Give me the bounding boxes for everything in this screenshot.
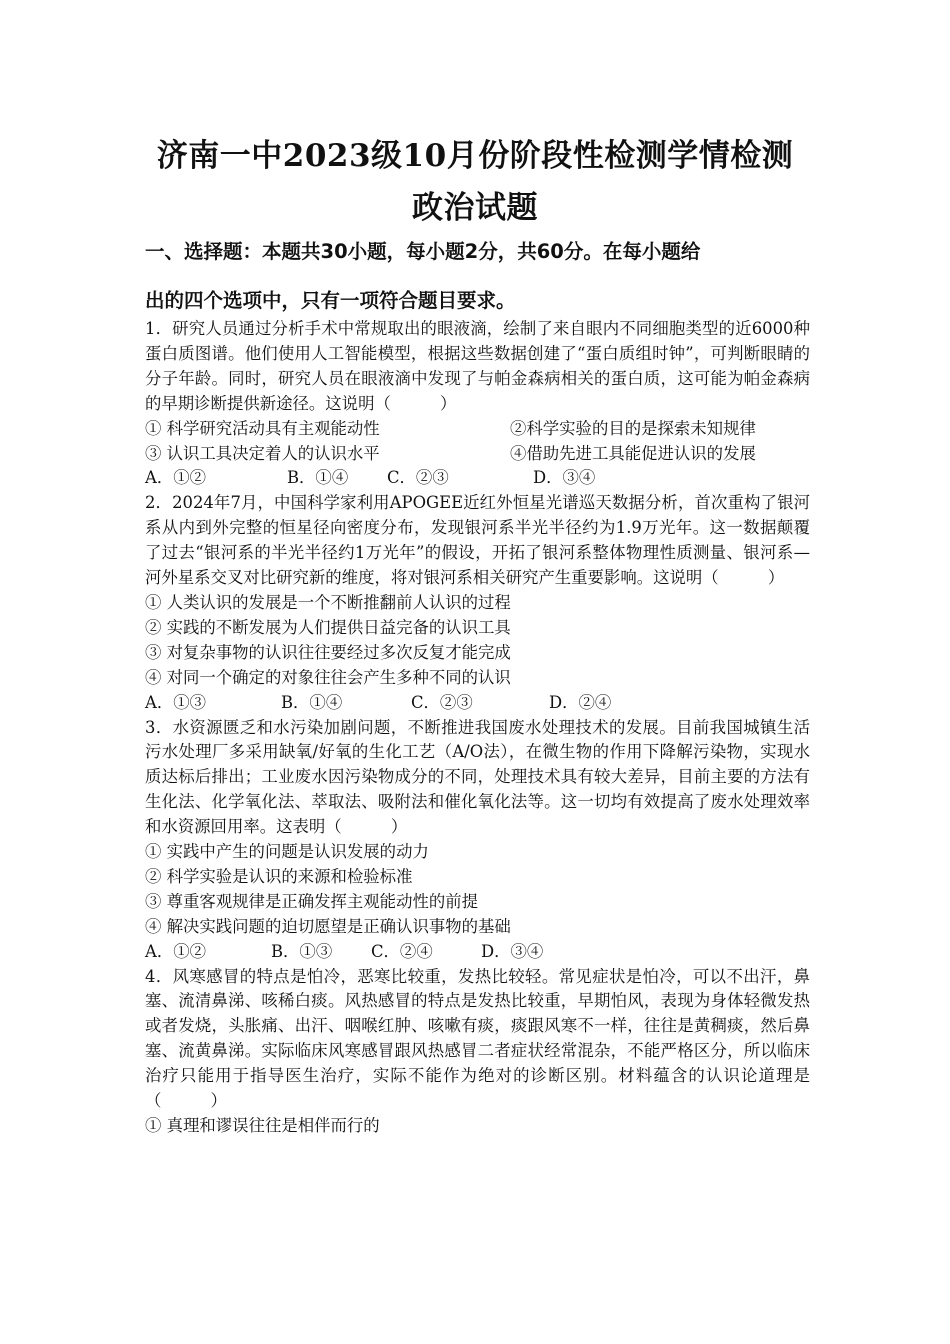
- question-1-option-2: ②科学实验的目的是探索未知规律: [510, 418, 756, 438]
- section-heading-line1: 一、选择题：本题共30小题，每小题2分，共60分。在每小题给: [145, 240, 701, 263]
- section-heading-line2: 出的四个选项中，只有一项符合题目要求。: [145, 289, 516, 312]
- question-2-option-3: ③ 对复杂事物的认识往往要经过多次反复才能完成: [145, 642, 511, 662]
- question-3-answer-b: B．①③: [271, 941, 333, 961]
- question-3-answers: [145, 940, 810, 965]
- question-2-answer-a: A．①③: [145, 692, 207, 712]
- question-3-answer-c: C．②④: [371, 941, 433, 961]
- question-1-stem: 1．研究人员通过分析手术中常规取出的眼液滴，绘制了来自眼内不同细胞类型的近6000种蛋白质图谱。他们使用人工智能模型，根据这些数据创建了“蛋白质组时钟”，可判断眼睛的分子年龄。同时，研究人员在眼液滴中发现了与帕金森病相关的蛋白质，这可能为帕金森病的早期诊断提供新途径。这说明（ ）: [145, 319, 810, 413]
- question-4-stem: 4．风寒感冒的特点是怕冷，恶寒比较重，发热比较轻。常见症状是怕冷，可以不出汗，鼻塞、流清鼻涕、咳稀白痰。风热感冒的特点是发热比较重，早期怕风，表现为身体轻微发热或者发烧，头胀痛、出汗、咽喉红肿、咳嗽有痰，痰跟风寒不一样，往往是黄稠痰，然后鼻塞、流黄鼻涕。实际临床风寒感冒跟风热感冒二者症状经常混杂，不能严格区分，所以临床治疗只能用于指导医生治疗，实际不能作为绝对的诊断区别。材料蕴含的认识论道理是（ ）: [145, 966, 810, 1111]
- question-2-option-2: ② 实践的不断发展为人们提供日益完备的认识工具: [145, 617, 511, 637]
- question-1-answer-b: B．①④: [287, 468, 349, 488]
- question-1-answer-d: D．③④: [533, 468, 596, 488]
- question-2-answer-c: C．②③: [411, 692, 473, 712]
- exam-subtitle: 政治试题: [412, 190, 538, 226]
- question-3-option-1: ① 实践中产生的问题是认识发展的动力: [145, 842, 429, 862]
- question-2-stem: 2．2024年7月，中国科学家利用APOGEE近红外恒星光谱巡天数据分析，首次重构了银河系从内到外完整的恒星径向密度分布，发现银河系半光半径约为1.9万光年。这一数据颠覆了过去“银河系的半光半径约1万光年”的假设，开拓了银河系整体物理性质测量、银河系—河外星系交叉对比研究新的维度，将对银河系相关研究产生重要影响。这说明（ ）: [145, 493, 810, 588]
- question-1-options-row1: [145, 417, 810, 442]
- question-4-option-1: ① 真理和谬误往往是相伴而行的: [145, 1116, 380, 1135]
- question-3-answer-a: A．①②: [145, 941, 207, 961]
- question-2-answer-b: B．①④: [281, 692, 343, 712]
- question-3-option-2: ② 科学实验是认识的来源和检验标准: [145, 866, 413, 886]
- question-1-answer-c: C．②③: [387, 468, 449, 488]
- question-1-answer-a: A．①②: [145, 468, 207, 488]
- question-1-answers: [145, 466, 810, 491]
- question-3-stem: 3．水资源匮乏和水污染加剧问题，不断推进我国废水处理技术的发展。目前我国城镇生活污水处理厂多采用缺氧/好氧的生化工艺（A/O法），在微生物的作用下降解污染物，实现水质达标后排出；工业废水因污染物成分的不同，处理技术具有较大差异，目前主要的方法有生化法、化学氧化法、萃取法、吸附法和催化氧化法等。这一切均有效提高了废水处理效率和水资源回用率。这表明（ ）: [145, 717, 810, 837]
- question-3-answer-d: D．③④: [481, 941, 544, 961]
- questions: [145, 317, 810, 1139]
- question-2-option-4: ④ 对同一个确定的对象往往会产生多种不同的认识: [145, 667, 511, 687]
- question-1-options-row2: [145, 442, 810, 467]
- question-1-option-4: ④借助先进工具能促进认识的发展: [510, 443, 756, 463]
- exam-title: 济南一中2023级10月份阶段性检测学情检测: [156, 138, 794, 174]
- question-1-option-3: ③ 认识工具决定着人的认识水平: [145, 443, 380, 463]
- question-3-option-4: ④ 解决实践问题的迫切愿望是正确认识事物的基础: [145, 916, 511, 936]
- question-1-option-1: ① 科学研究活动具有主观能动性: [145, 418, 380, 438]
- question-2-answer-d: D．②④: [549, 692, 612, 712]
- question-2-option-1: ① 人类认识的发展是一个不断推翻前人认识的过程: [145, 592, 511, 612]
- question-2-answers: [145, 691, 810, 716]
- question-3-option-3: ③ 尊重客观规律是正确发挥主观能动性的前提: [145, 891, 479, 911]
